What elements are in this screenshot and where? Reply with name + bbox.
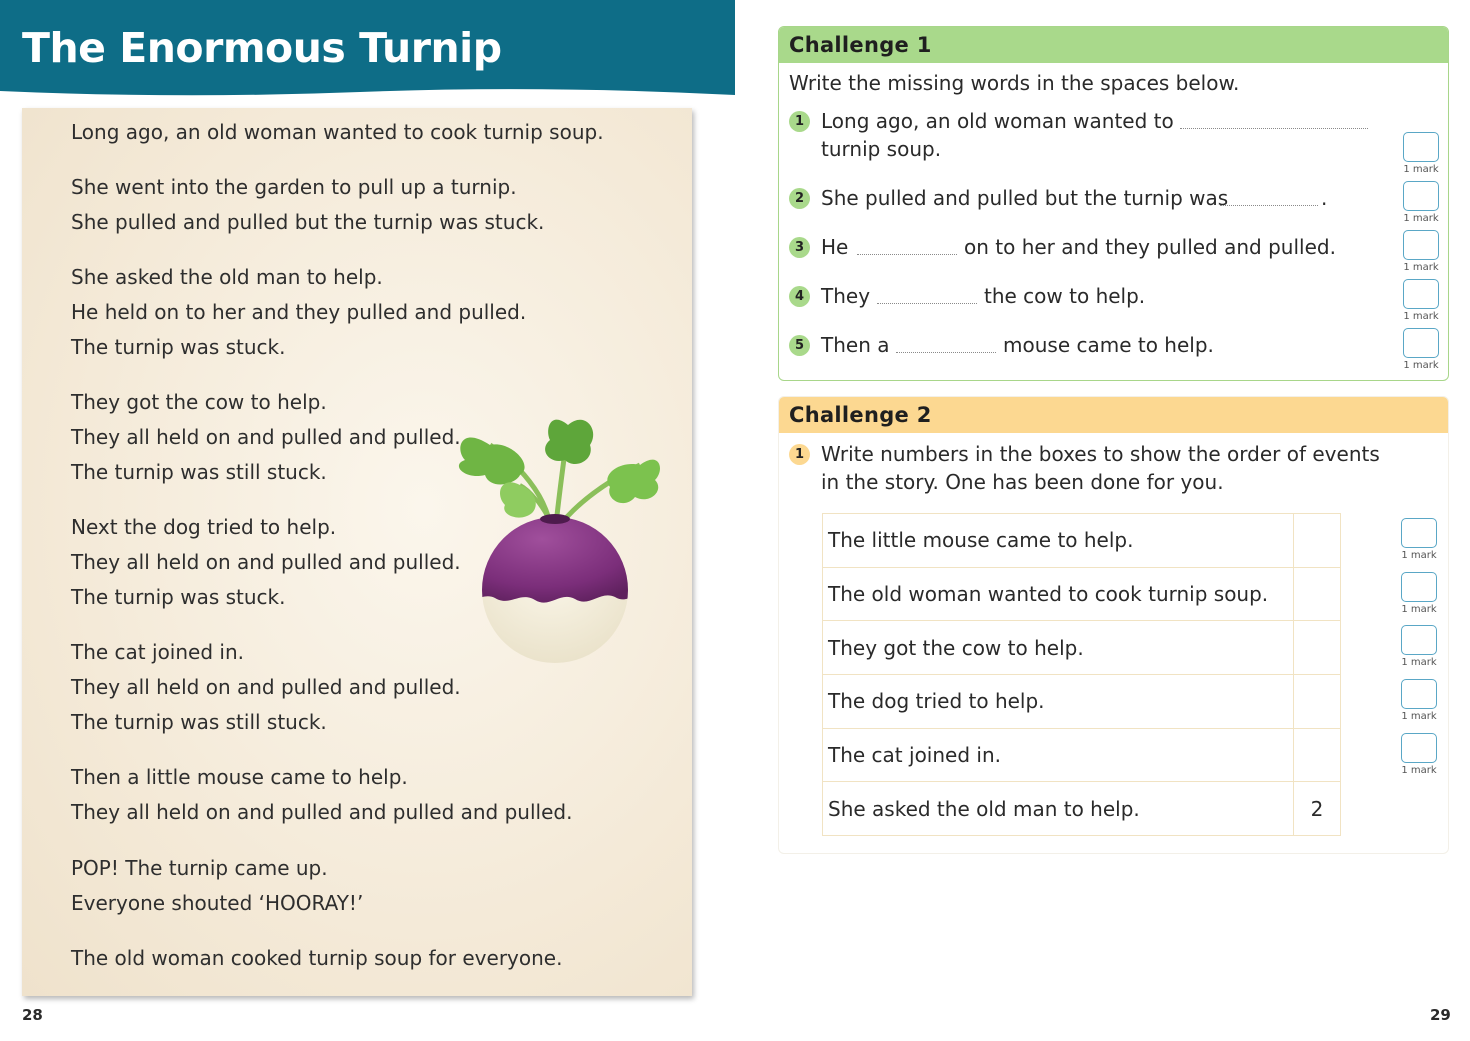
- question-number: 4: [789, 286, 810, 307]
- story-line: She went into the garden to pull up a turnip.: [71, 175, 517, 199]
- answer-blank-2[interactable]: [1220, 205, 1318, 206]
- story-line: They all held on and pulled and pulled.: [71, 550, 461, 574]
- question-4-text-end: the cow to help.: [984, 284, 1146, 308]
- answer-cell[interactable]: [1294, 621, 1341, 675]
- mark-label: 1 mark: [1401, 550, 1437, 561]
- mark-label: 1 mark: [1401, 604, 1437, 615]
- story-line: Long ago, an old woman wanted to cook turnip soup.: [71, 120, 604, 144]
- story-line: The turnip was still stuck.: [71, 460, 327, 484]
- mark-box[interactable]: [1401, 572, 1437, 602]
- question-2-text: She pulled and pulled but the turnip was: [821, 186, 1229, 210]
- mark-label: 1 mark: [1401, 657, 1437, 668]
- story-line: The turnip was stuck.: [71, 335, 286, 359]
- answer-cell[interactable]: [1294, 675, 1341, 729]
- turnip-illustration: [450, 405, 665, 667]
- story-line: The cat joined in.: [71, 640, 244, 664]
- challenge-2-title: Challenge 2: [779, 397, 1448, 433]
- mark-box[interactable]: [1403, 181, 1439, 211]
- answer-cell[interactable]: 2: [1294, 782, 1341, 836]
- mark-label: 1 mark: [1403, 164, 1439, 175]
- story-line: They got the cow to help.: [71, 390, 327, 414]
- story-line: Then a little mouse came to help.: [71, 765, 408, 789]
- answer-blank-1[interactable]: [1180, 128, 1368, 129]
- answer-blank-4[interactable]: [877, 303, 977, 304]
- question-3-text: He: [821, 235, 849, 259]
- answer-cell[interactable]: [1294, 728, 1341, 782]
- question-number: 1: [789, 111, 810, 132]
- table-row: [823, 675, 1341, 729]
- event-cell: The cat joined in.: [823, 728, 1294, 782]
- answer-blank-5[interactable]: [896, 352, 996, 353]
- question-4-text: They: [821, 284, 871, 308]
- challenge-1-title: Challenge 1: [779, 27, 1448, 63]
- event-cell: The little mouse came to help.: [823, 514, 1294, 568]
- question-number: 1: [789, 444, 810, 465]
- event-cell: The old woman wanted to cook turnip soup.: [823, 567, 1294, 621]
- question-number: 5: [789, 335, 810, 356]
- mark-box[interactable]: [1401, 518, 1437, 548]
- question-number: 2: [789, 188, 810, 209]
- table-row: [823, 621, 1341, 675]
- question-number: 3: [789, 237, 810, 258]
- answer-cell[interactable]: [1294, 514, 1341, 568]
- event-cell: They got the cow to help.: [823, 621, 1294, 675]
- story-line: Everyone shouted ‘HOORAY!’: [71, 891, 364, 915]
- story-line: POP! The turnip came up.: [71, 856, 328, 880]
- challenge-1-instruction: Write the missing words in the spaces below.: [789, 71, 1240, 95]
- story-line: The old woman cooked turnip soup for everyone.: [71, 946, 563, 970]
- mark-label: 1 mark: [1401, 765, 1437, 776]
- story-line: They all held on and pulled and pulled and pulled.: [71, 800, 573, 824]
- table-row: [823, 782, 1341, 836]
- story-line: He held on to her and they pulled and pulled.: [71, 300, 527, 324]
- answer-cell[interactable]: [1294, 567, 1341, 621]
- answer-blank-3[interactable]: [857, 254, 957, 255]
- challenge-2-instruction: Write numbers in the boxes to show the order of events: [821, 442, 1380, 466]
- event-cell: The dog tried to help.: [823, 675, 1294, 729]
- mark-box[interactable]: [1401, 679, 1437, 709]
- mark-box[interactable]: [1401, 733, 1437, 763]
- question-1-text-cont: turnip soup.: [821, 137, 942, 161]
- order-table: [822, 513, 1341, 836]
- event-cell: She asked the old man to help.: [823, 782, 1294, 836]
- page-number-left: 28: [22, 1006, 43, 1024]
- challenge-2-instruction-cont: in the story. One has been done for you.: [821, 470, 1224, 494]
- question-5-text-end: mouse came to help.: [1003, 333, 1214, 357]
- table-row: [823, 514, 1341, 568]
- question-1-text: Long ago, an old woman wanted to: [821, 109, 1174, 133]
- mark-box[interactable]: [1403, 230, 1439, 260]
- table-row: [823, 567, 1341, 621]
- story-title: The Enormous Turnip: [22, 24, 502, 72]
- page-number-right: 29: [1430, 1006, 1451, 1024]
- mark-box[interactable]: [1403, 328, 1439, 358]
- mark-label: 1 mark: [1403, 213, 1439, 224]
- story-line: She pulled and pulled but the turnip was stuck.: [71, 210, 545, 234]
- question-5-text: Then a: [821, 333, 890, 357]
- story-line: They all held on and pulled and pulled.: [71, 425, 461, 449]
- story-line: The turnip was stuck.: [71, 585, 286, 609]
- mark-box[interactable]: [1403, 132, 1439, 162]
- table-row: [823, 728, 1341, 782]
- mark-label: 1 mark: [1403, 262, 1439, 273]
- question-3-text-end: on to her and they pulled and pulled.: [964, 235, 1336, 259]
- mark-label: 1 mark: [1403, 360, 1439, 371]
- story-line: Next the dog tried to help.: [71, 515, 337, 539]
- mark-box[interactable]: [1403, 279, 1439, 309]
- banner-wave: [0, 87, 735, 101]
- story-line: She asked the old man to help.: [71, 265, 383, 289]
- story-line: The turnip was still stuck.: [71, 710, 327, 734]
- mark-label: 1 mark: [1403, 311, 1439, 322]
- mark-label: 1 mark: [1401, 711, 1437, 722]
- mark-box[interactable]: [1401, 625, 1437, 655]
- story-line: They all held on and pulled and pulled.: [71, 675, 461, 699]
- question-2-text-end: .: [1321, 186, 1328, 210]
